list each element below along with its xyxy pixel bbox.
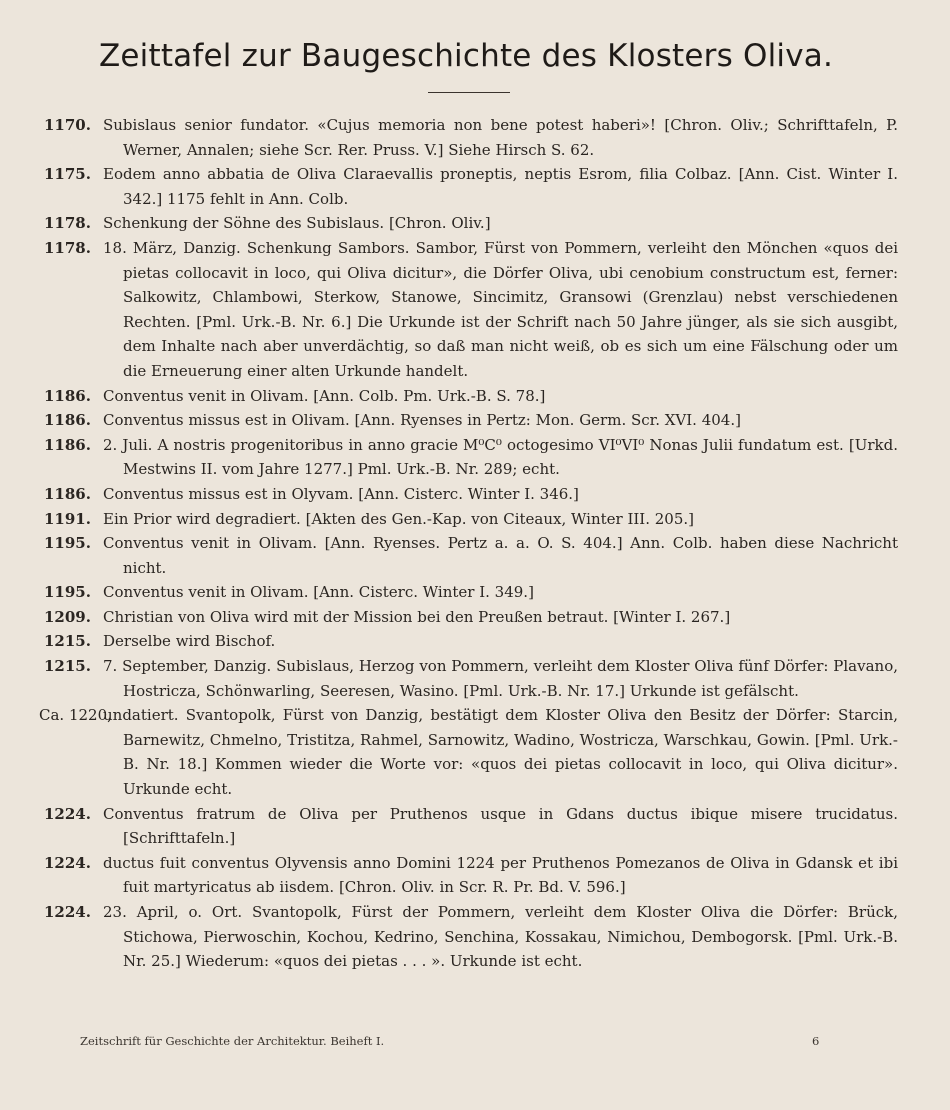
chronology-entry: [0, 162, 950, 211]
chronology-entry: [0, 654, 950, 703]
entry-year: 1191.: [44, 509, 91, 528]
entry-text: Christian von Oliva wird mit der Mission bei den Preußen betraut. [Winter I. 267.]: [103, 607, 731, 626]
entry-year: 1209.: [44, 607, 91, 626]
entry-year: 1224.: [44, 804, 91, 823]
entry-text: Derselbe wird Bischof.: [103, 632, 276, 651]
entry-year: 1186.: [44, 435, 91, 454]
chronology-list: [0, 113, 950, 974]
entry-year: 1186.: [44, 411, 91, 430]
entry-text: 23. April, o. Ort. Svantopolk, Fürst der Pommern, verleiht dem Kloster Oliva die Dörfer: Brück, Stichowa, Pierwoschin, Kochou, Kedrino, Senchina, Kossakau, Nimichou, Dembogorsk. [Pml. Urk.-B. Nr. 25.] Wiederum: «quos dei pietas . . . ». Urkunde ist echt.: [103, 903, 898, 971]
entry-year: 1186.: [44, 484, 91, 503]
entry-text: Conventus venit in Olivam. [Ann. Ryenses. Pertz a. a. O. S. 404.] Ann. Colb. haben diese Nachricht nicht.: [103, 534, 898, 577]
chronology-entry: [0, 629, 950, 654]
entry-year: 1178.: [44, 214, 91, 233]
entry-year: 1170.: [44, 116, 91, 134]
chronology-entry: [0, 433, 950, 482]
entry-year: 1224.: [44, 853, 91, 872]
title-divider: [428, 92, 510, 93]
chronology-entry: [0, 507, 950, 532]
entry-year: 1186.: [44, 386, 91, 405]
entry-year: 1215.: [44, 657, 91, 676]
entry-year: 1178.: [44, 238, 91, 257]
chronology-entry: [0, 384, 950, 409]
chronology-entry: [0, 211, 950, 236]
chronology-entry: [0, 408, 950, 433]
entry-text: 2. Juli. A nostris progenitoribus in anno gracie M⁰C⁰ octogesimo VI⁰VI⁰ Nonas Julii fundatum est. [Urkd. Mestwins II. vom Jahre 1277.] Pml. Urk.-B. Nr. 289; echt.: [103, 435, 898, 479]
chronology-entry: [0, 900, 950, 974]
entry-year: 1224.: [44, 903, 91, 921]
entry-text: Subislaus senior fundator. «Cujus memoria non bene potest haberi»! [Chron. Oliv.; Schrifttafeln, P. Werner, Annalen; siehe Scr. Rer. Pruss. V.] Siehe Hirsch S. 62.: [103, 116, 898, 159]
entry-text: 7. September, Danzig. Subislaus, Herzog von Pommern, verleiht dem Kloster Oliva fünf Dörfer: Plavano, Hostricza, Schönwarling, Seeresen, Wasino. [Pml. Urk.-B. Nr. 17.] Urkunde ist gefälscht.: [103, 657, 898, 700]
entry-text: Eodem anno abbatia de Oliva Claraevallis proneptis, neptis Esrom, filia Colbaz. [Ann. Cist. Winter I. 342.] 1175 fehlt in Ann. Colb.: [103, 165, 898, 208]
entry-text: Schenkung der Söhne des Subislaus. [Chron. Oliv.]: [103, 214, 491, 233]
chronology-entry: [0, 113, 950, 162]
entry-year: Ca. 1220,: [39, 706, 112, 725]
page-number: 6: [812, 1034, 820, 1048]
entry-year: 1195.: [44, 583, 91, 602]
entry-year: 1215.: [44, 632, 91, 651]
entry-text: Conventus fratrum de Oliva per Pruthenos usque in Gdans ductus ibique misere trucidatus. [Schrifttafeln.]: [103, 804, 898, 848]
entry-text: undatiert. Svantopolk, Fürst von Danzig, bestätigt dem Kloster Oliva den Besitz der Dörfer: Starcin, Barnewitz, Chmelno, Tristitza, Rahmel, Sarnowitz, Wadino, Wostricza, Warschkau, Gowin. [Pml. Urk.-B. Nr. 18.] Kommen wieder die Worte vor: «quos dei pietas collocavit in loco, qui Oliva dicitur». Urkunde echt.: [103, 706, 898, 799]
entry-text: Conventus missus est in Olivam. [Ann. Ryenses in Pertz: Mon. Germ. Scr. XVI. 404.]: [103, 411, 741, 430]
page-title: Zeittafel zur Baugeschichte des Klosters Oliva.: [98, 38, 834, 74]
entry-year: 1195.: [44, 534, 91, 553]
entry-text: ductus fuit conventus Olyvensis anno Domini 1224 per Pruthenos Pomezanos de Oliva in Gdansk et ibi fuit martyricatus ab iisdem. [Chron. Oliv. in Scr. R. Pr. Bd. V. 596.]: [103, 853, 898, 897]
entry-text: Conventus venit in Olivam. [Ann. Colb. Pm. Urk.-B. S. 78.]: [103, 386, 546, 405]
journal-name: Zeitschrift für Geschichte der Architektur. Beiheft I.: [80, 1034, 385, 1048]
chronology-entry: [0, 580, 950, 605]
chronology-entry: [0, 802, 950, 851]
page-footer: [80, 1034, 820, 1048]
chronology-entry: [0, 851, 950, 900]
entry-text: Ein Prior wird degradiert. [Akten des Gen.-Kap. von Citeaux, Winter III. 205.]: [103, 509, 695, 528]
entry-year: 1175.: [44, 165, 91, 184]
chronology-entry: [0, 482, 950, 507]
entry-text: 18. März, Danzig. Schenkung Sambors. Sambor, Fürst von Pommern, verleiht den Mönchen «quos dei pietas collocavit in loco, qui Oliva dicitur», die Dörfer Oliva, ubi cenobium constructum est, ferner: Salkowitz, Chlambowi, Sterkow, Stanowe, Sincimitz, Gransowi (Grenzlau) nebst verschiedenen Rechten. [Pml. Urk.-B. Nr. 6.] Die Urkunde ist der Schrift nach 50 Jahre jünger, als sie sich ausgibt, dem Inhalte nach aber unverdächtig, so daß man nicht weiß, ob es sich um eine Fälschung oder um die Erneuerung einer alten Urkunde handelt.: [103, 238, 898, 380]
entry-text: Conventus missus est in Olyvam. [Ann. Cisterc. Winter I. 346.]: [103, 484, 579, 503]
chronology-entry: [0, 605, 950, 630]
chronology-entry: [0, 703, 950, 801]
entry-text: Conventus venit in Olivam. [Ann. Cisterc. Winter I. 349.]: [103, 583, 534, 602]
chronology-entry: [0, 236, 950, 384]
chronology-entry: [0, 531, 950, 580]
